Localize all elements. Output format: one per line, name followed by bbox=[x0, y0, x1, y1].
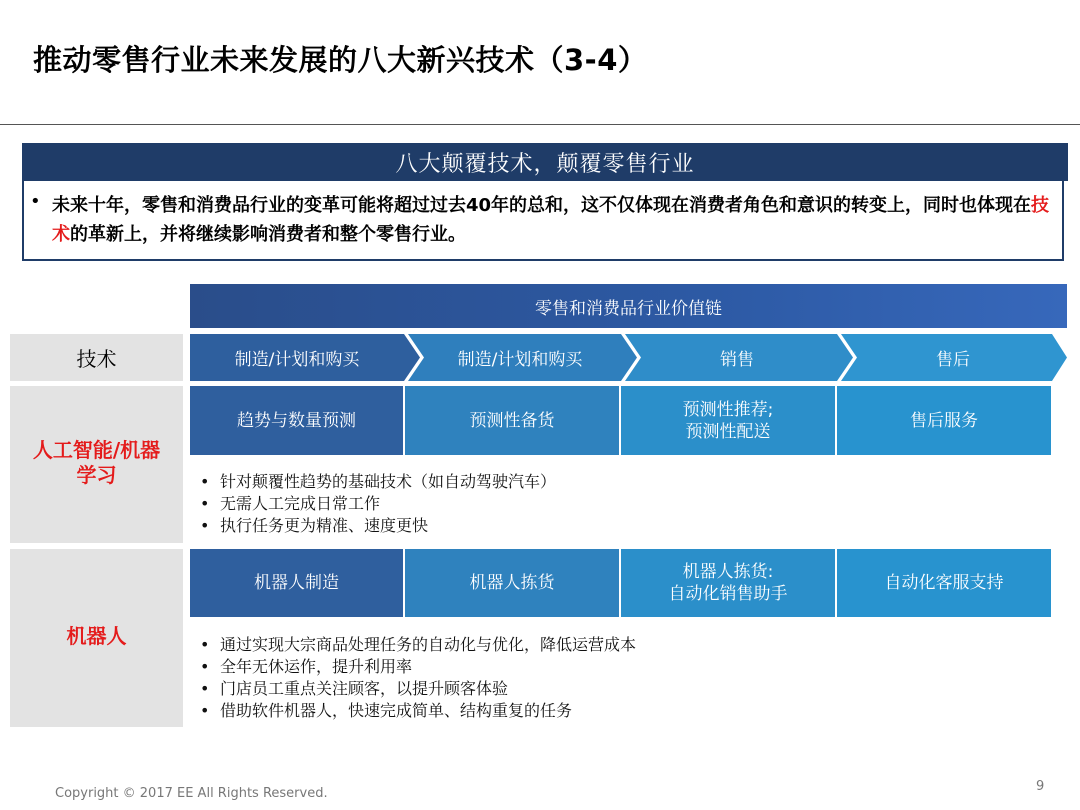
row-label-ai-line: 人工智能/机器 bbox=[32, 438, 161, 462]
row-label-ai bbox=[10, 386, 183, 543]
intro-highlight: 技术 bbox=[52, 195, 1050, 245]
row-label-robot bbox=[10, 549, 183, 727]
row-label-ai-line: 学习 bbox=[76, 463, 117, 487]
ai-cell-sales bbox=[621, 386, 835, 455]
list-item: • 门店员工重点关注顾客，以提升顾客体验 bbox=[200, 678, 636, 700]
robot-cell-sales-line: 自动化销售助手 bbox=[668, 584, 788, 604]
intro-text-before: 未来十年，零售和消费品行业的变革可能将超过过去40年的总和，这不仅体现在消费者角色和意识的转变上，同时也体现在 bbox=[52, 195, 1032, 216]
ai-cell-sales-line: 预测性推荐; bbox=[682, 399, 774, 420]
page-title: 推动零售行业未来发展的八大新兴技术（3-4） bbox=[33, 43, 648, 77]
robot-cell-manufacturing: 机器人制造 bbox=[190, 549, 403, 617]
stage-label: 售后 bbox=[936, 350, 970, 370]
intro-text-after: 的革新上，并将继续影响消费者和整个零售行业。 bbox=[70, 224, 466, 245]
ai-cell-sales-line: 预测性配送 bbox=[685, 421, 771, 442]
stage-label: 销售 bbox=[720, 350, 754, 370]
ai-cell-stocking: 预测性备货 bbox=[405, 386, 619, 455]
ai-cell-aftersales: 售后服务 bbox=[837, 386, 1051, 455]
intro-bullet-icon: • bbox=[30, 191, 41, 212]
list-item: • 全年无休运作，提升利用率 bbox=[200, 656, 636, 678]
list-item: • 无需人工完成日常工作 bbox=[200, 493, 556, 515]
list-item: • 针对颠覆性趋势的基础技术（如自动驾驶汽车） bbox=[200, 471, 556, 493]
intro-text bbox=[52, 191, 1062, 249]
row-label-robot-line: 机器人 bbox=[66, 624, 127, 648]
copyright-notice: Copyright © 2017 EE All Rights Reserved. bbox=[55, 786, 328, 801]
list-item: • 通过实现大宗商品处理任务的自动化与优化，降低运营成本 bbox=[200, 634, 636, 656]
page-number: 9 bbox=[1036, 779, 1045, 794]
ai-cell-planning: 趋势与数量预测 bbox=[190, 386, 403, 455]
robot-bullet-list bbox=[200, 634, 636, 722]
robot-cell-sales bbox=[621, 549, 835, 617]
robot-cell-support: 自动化客服支持 bbox=[837, 549, 1051, 617]
title-divider bbox=[0, 124, 1080, 125]
stage-label: 制造/计划和购买 bbox=[457, 350, 583, 370]
list-item: • 借助软件机器人，快速完成简单、结构重复的任务 bbox=[200, 700, 636, 722]
robot-cell-picking: 机器人拣货 bbox=[405, 549, 619, 617]
ai-bullet-list bbox=[200, 471, 556, 537]
value-chain-header: 零售和消费品行业价值链 bbox=[190, 284, 1067, 328]
stage-label: 制造/计划和购买 bbox=[234, 350, 360, 370]
tech-column-header: 技术 bbox=[10, 334, 183, 381]
list-item: • 执行任务更为精准、速度更快 bbox=[200, 515, 556, 537]
section-banner: 八大颠覆技术，颠覆零售行业 bbox=[22, 143, 1068, 181]
robot-cell-sales-line: 机器人拣货: bbox=[682, 562, 774, 582]
